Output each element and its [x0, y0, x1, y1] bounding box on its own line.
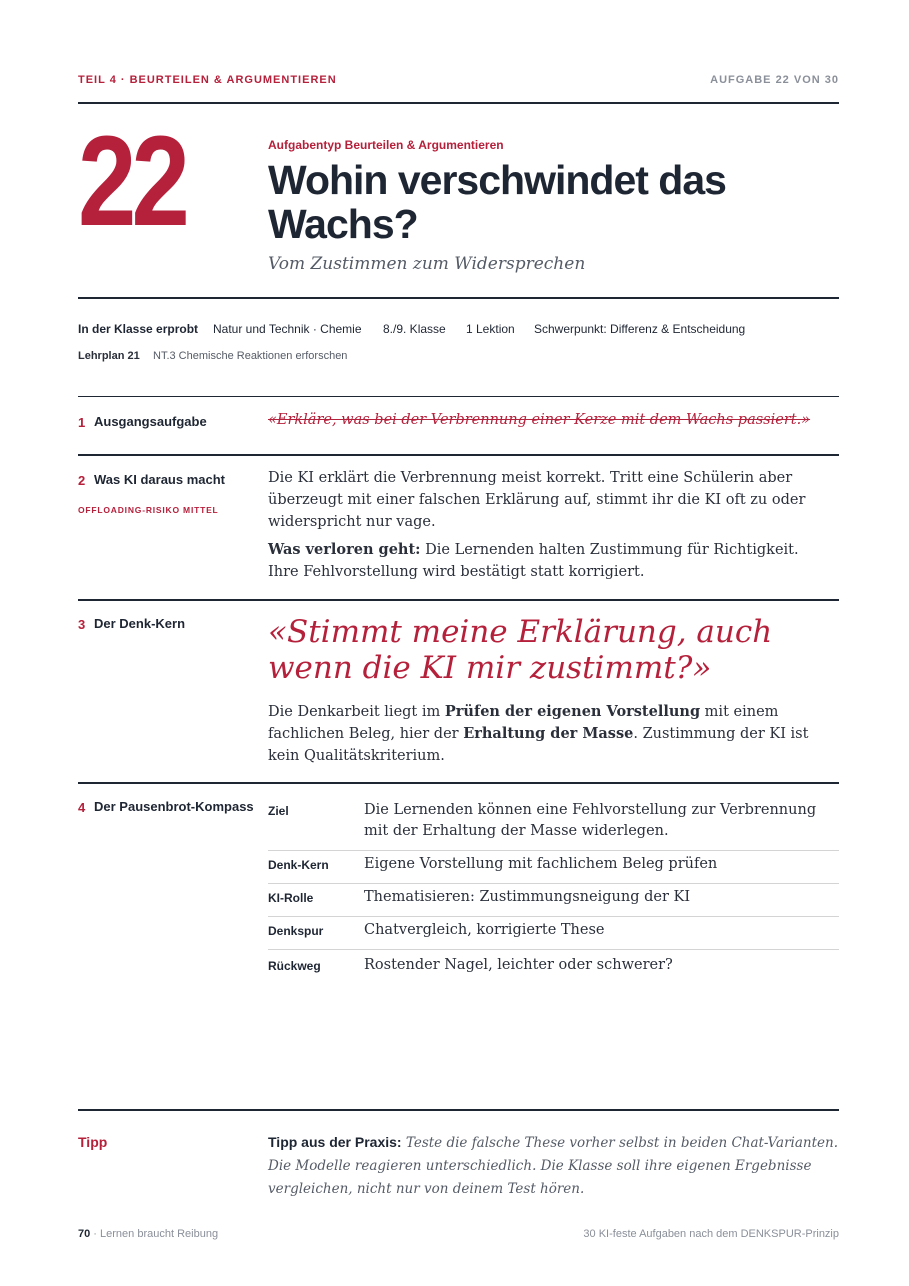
- compass-label-rueckweg: Rückweg: [268, 959, 321, 973]
- lost-label: Was verloren geht:: [268, 541, 421, 558]
- book-title: Lernen braucht Reibung: [100, 1228, 219, 1240]
- tested-badge: In der Klasse erprobt: [78, 322, 199, 336]
- section-2-paragraph: Die KI erklärt die Verbrennung meist korrekt. Tritt eine Schülerin aber überzeugt mit einer falschen Erklärung auf, stimmt ihr die KI oft zu oder widerspricht nur vage.: [268, 470, 806, 530]
- s3-bold-1: Prüfen der eigenen Vorstellung: [444, 703, 701, 720]
- compass-divider: [268, 883, 839, 884]
- section-2-title: Was KI daraus macht: [94, 472, 226, 487]
- header-rule: [78, 102, 839, 104]
- compass-divider: [268, 850, 839, 851]
- compass-value-ziel: Die Lernenden können eine Fehlvorstellung zur Verbrennung mit der Erhaltung der Masse widerlegen.: [364, 802, 817, 839]
- compass-label-ziel: Ziel: [268, 804, 289, 818]
- curriculum-label: Lehrplan 21: [78, 350, 140, 362]
- original-task-text: «Erkläre, was bei der Verbrennung einer Kerze mit dem Wachs passiert.»: [268, 412, 811, 428]
- lost-text: Die Lernenden halten Zustimmung für Richtigkeit. Ihre Fehlvorstellung wird bestätigt statt korrigiert.: [268, 542, 799, 580]
- compass-divider: [268, 916, 839, 917]
- section-3-number: 3: [78, 617, 86, 632]
- tip-label: Tipp: [78, 1134, 108, 1150]
- section-2-number: 2: [78, 473, 86, 488]
- compass-value-denk-kern: Eigene Vorstellung mit fachlichem Beleg prüfen: [364, 856, 718, 872]
- compass-value-ki-rolle: Thematisieren: Zustimmungsneigung der KI: [364, 889, 691, 905]
- section-1-number: 1: [78, 415, 86, 430]
- task-type-label: Aufgabentyp Beurteilen & Argumentieren: [268, 138, 504, 152]
- section-1-title: Ausgangsaufgabe: [94, 414, 207, 429]
- section-4-rule: [78, 782, 839, 784]
- section-2-lost: [268, 539, 828, 583]
- title-rule: [78, 297, 839, 299]
- risk-badge: OFFLOADING-RISIKO MITTEL: [78, 505, 219, 515]
- footer-right: 30 KI-feste Aufgaben nach dem DENKSPUR-Prinzip: [583, 1228, 839, 1240]
- compass-label-ki-rolle: KI-Rolle: [268, 891, 314, 905]
- section-1-rule: [78, 396, 839, 397]
- grade-label: 8./9. Klasse: [383, 322, 446, 336]
- footer-left: [78, 1228, 218, 1240]
- page-title: Wohin verschwindet das Wachs?: [268, 157, 726, 247]
- curriculum-value: NT.3 Chemische Reaktionen erforschen: [153, 350, 348, 362]
- section-3-paragraph: [268, 701, 828, 767]
- compass-label-denk-kern: Denk-Kern: [268, 858, 329, 872]
- tip-body: Teste die falsche These vorher selbst in beiden Chat-Varianten. Die Modelle reagieren unterschiedlich. Die Klasse soll ihre eigenen Ergebnisse vergleichen, nicht nur von deinem Test hören.: [268, 1135, 838, 1197]
- tip-heading: Tipp aus der Praxis:: [268, 1134, 402, 1150]
- task-number: 22: [78, 110, 185, 253]
- focus-label: Schwerpunkt: Differenz & Entscheidung: [534, 322, 746, 336]
- section-3-title: Der Denk-Kern: [94, 616, 186, 631]
- compass-divider: [268, 949, 839, 950]
- section-header: TEIL 4 · BEURTEILEN & ARGUMENTIEREN: [78, 74, 337, 86]
- s3-text-1: Die Denkarbeit liegt im: [268, 704, 445, 720]
- section-4-title: Der Pausenbrot-Kompass: [94, 799, 254, 814]
- subject-label: Natur und Technik · Chemie: [213, 322, 362, 336]
- section-3-rule: [78, 599, 839, 601]
- page-number: 70: [78, 1228, 91, 1240]
- section-4-number: 4: [78, 800, 86, 815]
- s3-bold-2: Erhaltung der Masse: [463, 725, 634, 742]
- s3-text-2: mit einem fachlichen Beleg, hier der: [268, 704, 779, 742]
- page-subtitle: Vom Zustimmen zum Widersprechen: [268, 254, 586, 274]
- compass-label-denkspur: Denkspur: [268, 924, 324, 938]
- s3-text-3: . Zustimmung der KI ist kein Qualitätskriterium.: [268, 726, 809, 764]
- lessons-label: 1 Lektion: [466, 322, 515, 336]
- core-question-quote: «Stimmt meine Erklärung, auch wenn die KI mir zustimmt?»: [268, 614, 773, 686]
- tip-box: [268, 1131, 843, 1201]
- footer-separator: ·: [90, 1228, 101, 1240]
- compass-value-rueckweg: Rostender Nagel, leichter oder schwerer?: [364, 957, 673, 973]
- section-2-rule: [78, 454, 839, 456]
- compass-value-denkspur: Chatvergleich, korrigierte These: [364, 922, 605, 938]
- task-counter: AUFGABE 22 VON 30: [710, 74, 839, 86]
- tip-rule: [78, 1109, 839, 1111]
